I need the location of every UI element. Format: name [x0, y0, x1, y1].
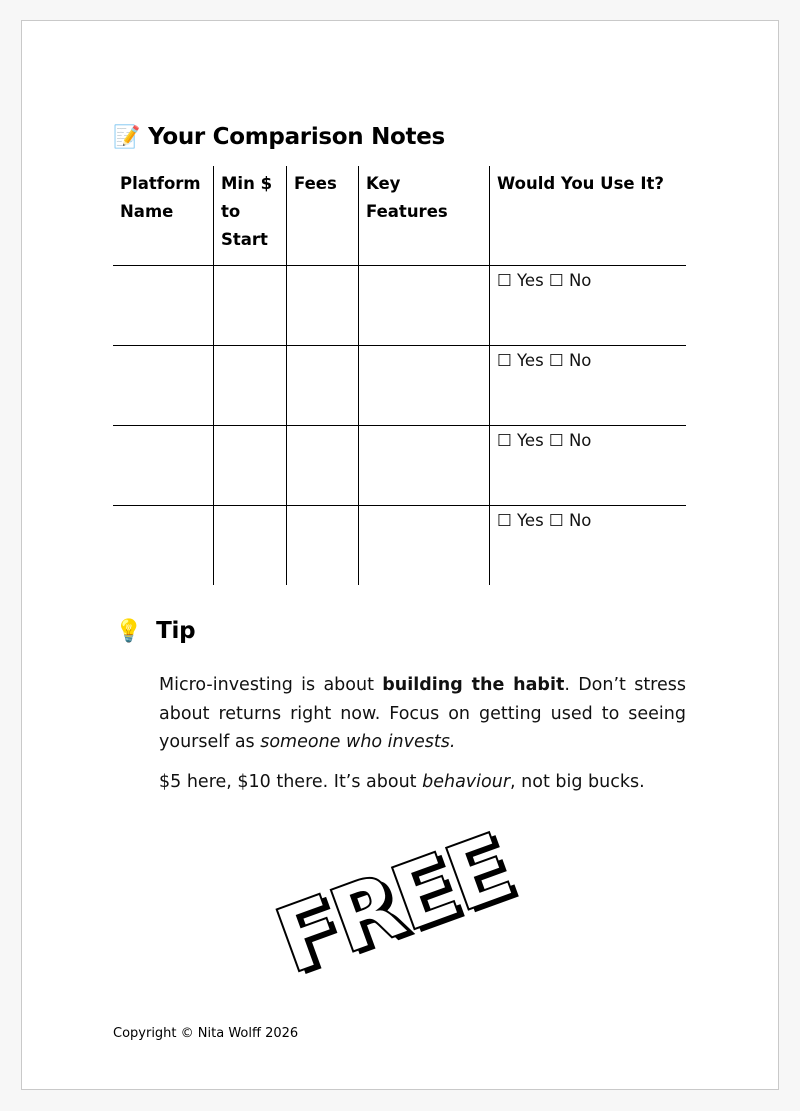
- cell[interactable]: [287, 266, 359, 346]
- tip-title: Tip: [156, 618, 196, 644]
- cell[interactable]: [214, 506, 287, 586]
- italic-text: someone who invests.: [260, 732, 456, 752]
- col-use: Would You Use It?: [490, 166, 687, 266]
- text: $5 here, $10 there. It’s about: [159, 772, 423, 792]
- tip-heading: [115, 618, 195, 644]
- yes-no-choice[interactable]: ☐ Yes ☐ No: [490, 346, 687, 426]
- cell[interactable]: [359, 346, 490, 426]
- cell[interactable]: [113, 346, 214, 426]
- col-min: Min $ to Start: [214, 166, 287, 266]
- bold-text: building the habit: [382, 675, 565, 695]
- comparison-table: [113, 166, 686, 585]
- col-features: Key Features: [359, 166, 490, 266]
- table-row: [113, 506, 686, 586]
- text: Micro-investing is about: [159, 675, 383, 695]
- cell[interactable]: [113, 506, 214, 586]
- yes-no-choice[interactable]: ☐ Yes ☐ No: [490, 266, 687, 346]
- cell[interactable]: [214, 426, 287, 506]
- col-platform: Platform Name: [113, 166, 214, 266]
- col-fees: Fees: [287, 166, 359, 266]
- cell[interactable]: [214, 266, 287, 346]
- cell[interactable]: [359, 426, 490, 506]
- table-row: [113, 346, 686, 426]
- table-row: [113, 426, 686, 506]
- lightbulb-icon: 💡: [115, 618, 143, 644]
- cell[interactable]: [359, 506, 490, 586]
- tip-paragraph-2: [159, 768, 686, 797]
- cell[interactable]: [359, 266, 490, 346]
- cell[interactable]: [214, 346, 287, 426]
- text: . Don’t stress about returns right now. Focus on getting used to seeing yourself as: [159, 675, 686, 752]
- copyright: Copyright © Nita Wolff 2026: [113, 1026, 299, 1041]
- section-heading: [113, 124, 445, 150]
- clipboard-icon: 📝: [113, 124, 141, 150]
- cell[interactable]: [287, 506, 359, 586]
- cell[interactable]: [287, 426, 359, 506]
- yes-no-choice[interactable]: ☐ Yes ☐ No: [490, 506, 687, 586]
- cell[interactable]: [113, 426, 214, 506]
- free-watermark: FREE: [263, 814, 523, 995]
- tip-paragraph-1: [159, 671, 686, 757]
- heading-text: Your Comparison Notes: [148, 124, 445, 150]
- cell[interactable]: [113, 266, 214, 346]
- italic-text: behaviour: [422, 772, 511, 792]
- text: , not big bucks.: [510, 772, 645, 792]
- cell[interactable]: [287, 346, 359, 426]
- table-row: [113, 266, 686, 346]
- yes-no-choice[interactable]: ☐ Yes ☐ No: [490, 426, 687, 506]
